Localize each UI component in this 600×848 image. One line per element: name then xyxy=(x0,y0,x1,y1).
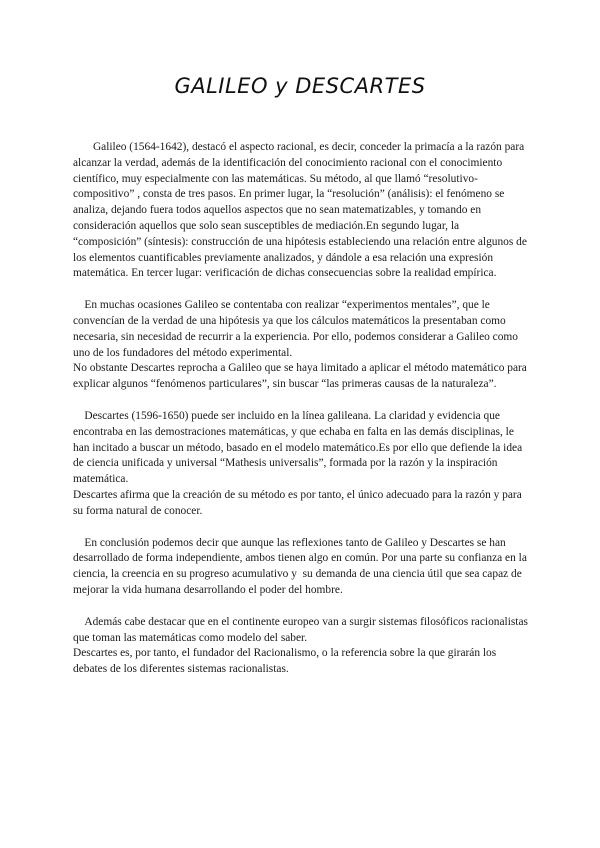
paragraph-conclusion: En conclusión podemos decir que aunque las reflexiones tanto de Galileo y Descartes se han desarrollado de forma independiente, ambos tienen algo en común. Por una parte su confianza en la ciencia, la creencia en su progreso acumulativo y su demanda de una ciencia útil que sea capaz de mejorar la vida humana desarrollando el poder del hombre. xyxy=(73,536,530,596)
paragraph-descartes-method: Descartes (1596-1650) puede ser incluido en la línea galileana. La claridad y evidencia que encontraba en las demostraciones matemáticas, y que echaba en falta en las demás disciplinas, le han incitado a buscar un método, basado en el modelo matemático.Es por ello que defiende la idea de ciencia unificada y universal “Mathesis universalis”, formada por la razón y la inspiración matemática. xyxy=(73,409,525,486)
paragraph-descartes-reproach: No obstante Descartes reprocha a Galileo que se haya limitado a aplicar el método matemático para explicar algunos “fenómenos particulares”, sin buscar “las primeras causas de la naturaleza”. xyxy=(73,362,530,391)
paragraph-rationalist-systems: Además cabe destacar que en el continente europeo van a surgir sistemas filosóficos racionalistas que toman las matemáticas como modelo del saber. xyxy=(73,615,531,644)
paragraph-gap xyxy=(73,282,529,298)
paragraph-gap xyxy=(73,393,529,409)
paragraph-gap xyxy=(73,599,529,615)
paragraph-descartes-reason: Descartes afirma que la creación de su método es por tanto, el único adecuado para la razón y para su forma natural de conocer. xyxy=(73,488,525,517)
document-title: GALILEO y DESCARTES xyxy=(174,74,426,98)
paragraph-rationalism-founder: Descartes es, por tanto, el fundador del Racionalismo, o la referencia sobre la que girarán los debates de los diferentes sistemas racionalistas. xyxy=(73,647,500,676)
paragraph-mental-experiments: En muchas ocasiones Galileo se contentaba con realizar “experimentos mentales”, que le convencían de la verdad de una hipótesis ya que los cálculos matemáticos la presentaban como necesaria, sin necesidad de recurrir a la experiencia. Por ello, podemos considerar a Galileo como uno de los fundadores del método experimental. xyxy=(73,299,521,359)
paragraph-gap xyxy=(73,520,529,536)
document-body xyxy=(73,140,529,678)
paragraph-galileo-method: Galileo (1564-1642), destacó el aspecto racional, es decir, conceder la primacía a la razón para alcanzar la verdad, además de la identificación del conocimiento racional con el conocimiento científico, muy especialmente con las matemáticas. Su método, al que llamó “resolutivo-compositivo” , consta de tres pasos. En primer lugar, la “resolución” (análisis): el fenómeno se analiza, dejando fuera todos aquellos aspectos que no sean matematizables, y tomando en consideración aquellos que solo sean susceptibles de mediación.En segundo lugar, la “composición” (síntesis): construcción de una hipótesis estableciendo una relación entre algunos de los elementos cuantificables previamente analizados, y dándole a esa relación una expresión matemática. En tercer lugar: verificación de dichas consecuencias sobre la realidad empírica. xyxy=(73,141,530,280)
